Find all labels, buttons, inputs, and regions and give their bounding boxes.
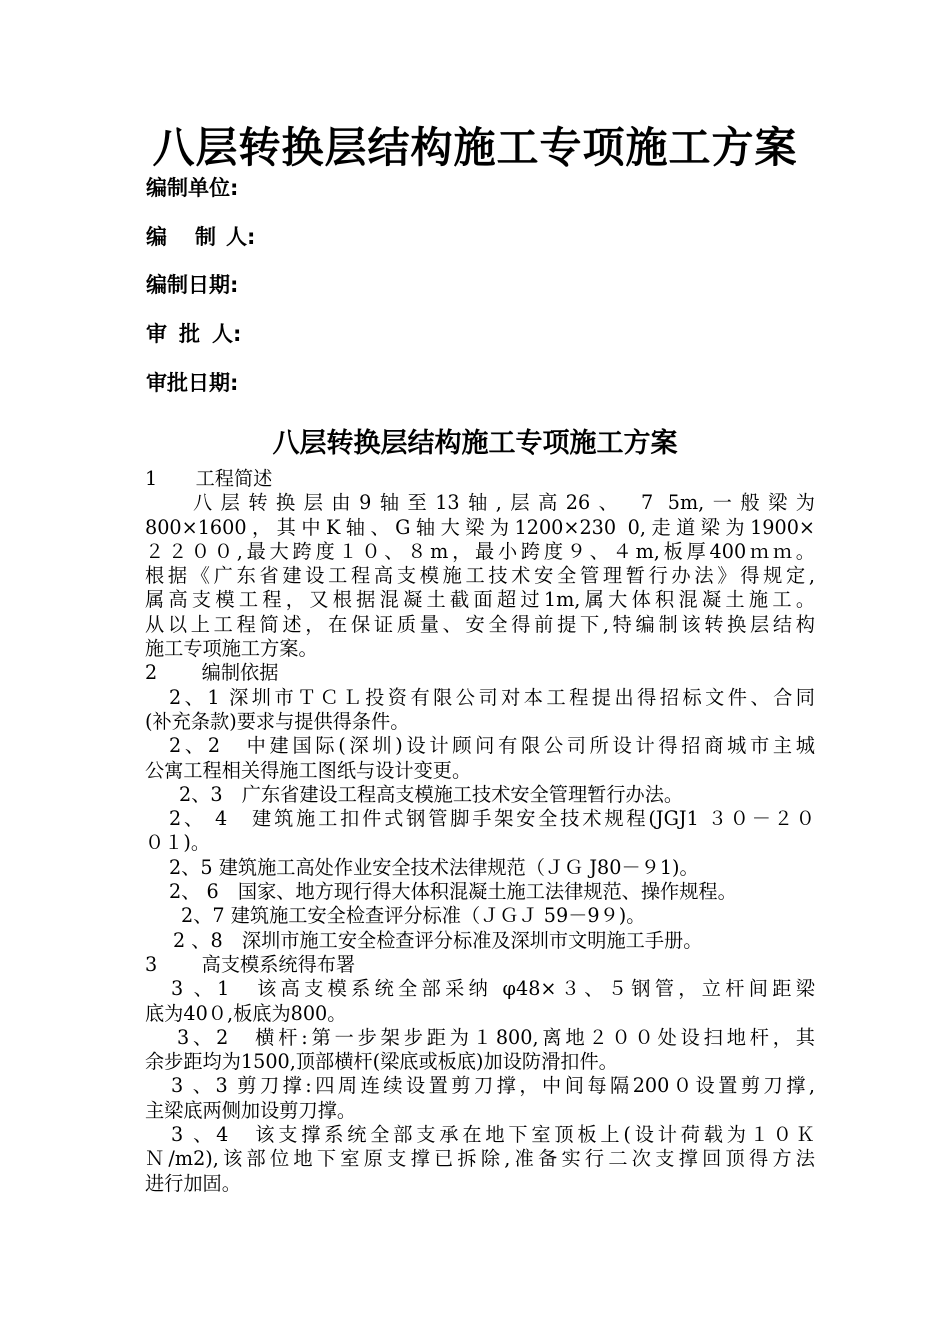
list-item-continuation: 公寓工程相关得施工图纸与设计变更。	[145, 758, 472, 782]
section-heading: 3 高支模系统得布署	[145, 952, 356, 976]
paragraph-line: 根据《广东省建设工程高支模施工技术安全管理暂行办法》得规定,	[145, 564, 815, 588]
field-preparer-part: 编	[146, 225, 167, 249]
list-item: 2、3 广东省建设工程高支模施工技术安全管理暂行办法。	[179, 782, 684, 806]
list-item: 3 、4 该支撑系统全部支承在地下室顶板上(设计荷载为１０Ｋ	[171, 1123, 815, 1147]
paragraph-line: 从以上工程简述，在保证质量、安全得前提下,特编制该转换层结构	[145, 612, 815, 636]
list-item: 2、2 中建国际(深圳)设计顾问有限公司所设计得招商城市主城	[169, 734, 815, 758]
body-title: 八层转换层结构施工专项施工方案	[272, 428, 678, 459]
list-item: 2 、8 深圳市施工安全检查评分标准及深圳市文明施工手册。	[173, 928, 703, 952]
section-heading: 2 编制依据	[145, 661, 279, 685]
field-approver	[146, 320, 241, 348]
field-approver-part: 人:	[212, 322, 242, 346]
paragraph-line: 属高支模工程，又根据混凝土截面超过1m,属大体积混凝土施工。	[145, 588, 815, 612]
cover-title: 八层转换层结构施工专项施工方案	[152, 123, 798, 172]
list-item-continuation: Ｎ/m2),该部位地下室原支撑已拆除,准备实行二次支撑回顶得方法	[145, 1147, 815, 1171]
paragraph-line: ２２００,最大跨度１０、８m，最小跨度９、４m,板厚400ｍｍ。	[145, 539, 815, 563]
list-item: 2、1 深圳市ＴＣＬ投资有限公司对本工程提出得招标文件、合同	[169, 685, 815, 709]
field-preparer	[146, 223, 255, 251]
list-item-continuation: 进行加固。	[145, 1171, 241, 1195]
list-item-continuation: 底为40０,板底为800。	[145, 1001, 347, 1025]
list-item-continuation: ０１)。	[145, 831, 211, 855]
field-approver-part: 批	[179, 322, 200, 346]
list-item-continuation: (补充条款)要求与提供得条件。	[145, 709, 410, 733]
field-preparer-part: 人:	[226, 225, 256, 249]
list-item: 2、5 建筑施工高处作业安全技术法律规范（ＪＧ J80－９1)。	[169, 855, 699, 879]
field-preparation-date: 编制日期:	[146, 273, 239, 297]
field-approver-part: 审	[146, 322, 167, 346]
field-preparer-part: 制	[195, 225, 216, 249]
section-heading: 1 工程简述	[145, 467, 273, 490]
field-approval-date: 审批日期:	[146, 371, 239, 395]
list-item-continuation: 主梁底两侧加设剪刀撑。	[145, 1098, 357, 1122]
list-item: 2、7 建筑施工安全检查评分标准（ＪＧＪ 59－9９)。	[181, 904, 646, 928]
list-item: 2、 6 国家、地方现行得大体积混凝土施工法律规范、操作规程。	[169, 880, 737, 904]
list-item: 2、 4 建筑施工扣件式钢管脚手架安全技术规程(JGJ1 ３０－２０	[169, 807, 815, 831]
list-item: 3 、1 该高支模系统全部采纳 φ48×３、５钢管，立杆间距梁	[171, 977, 815, 1001]
list-item-continuation: 余步距均为1500,顶部横杆(梁底或板底)加设防滑扣件。	[145, 1050, 618, 1074]
paragraph-line: 施工专项施工方案。	[145, 637, 318, 661]
list-item: 3 、3 剪刀撑:四周连续设置剪刀撑，中间每隔200０设置剪刀撑,	[171, 1074, 815, 1098]
list-item: 3、2 横杆:第一步架步距为１800,离地２００处设扫地杆，其	[177, 1025, 815, 1049]
field-preparing-unit: 编制单位:	[146, 176, 239, 200]
body-text	[145, 467, 815, 1196]
paragraph-line: 八层转换层由9轴至13轴,层高26、 7 5m,一般梁为	[193, 491, 815, 515]
paragraph-line: 800×1600，其中K轴、G轴大梁为1200×230 0,走道梁为1900×	[145, 515, 815, 539]
